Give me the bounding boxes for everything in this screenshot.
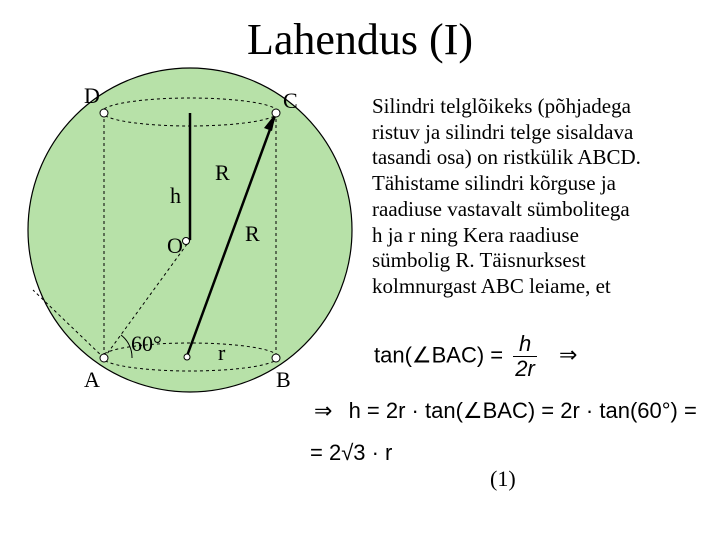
fraction-h-over-2r [513, 332, 537, 381]
point-B [272, 354, 280, 362]
point-O [183, 238, 190, 245]
slide-title: Lahendus (I) [246, 15, 473, 64]
implies-symbol-2: ⇒ [314, 398, 333, 423]
fraction-numerator: h [513, 332, 537, 357]
label-A: A [84, 367, 100, 392]
label-O: O [167, 233, 183, 258]
equation-number: (1) [490, 466, 516, 491]
label-R-lower: R [245, 221, 260, 246]
point-bottom-center [184, 354, 190, 360]
label-B: B [276, 367, 291, 392]
label-r: r [218, 340, 226, 365]
label-R-upper: R [215, 160, 230, 185]
label-C: C [283, 88, 298, 113]
implies-symbol: ⇒ [558, 342, 578, 368]
formula-line-1 [374, 332, 577, 381]
label-h: h [170, 183, 181, 208]
point-D [100, 109, 108, 117]
label-angle: 60° [131, 331, 162, 356]
fraction-denominator: 2r [515, 356, 535, 381]
label-D: D [84, 83, 100, 108]
point-A [100, 354, 108, 362]
point-C [272, 109, 280, 117]
explanation-paragraph: Silindri telglõikeks (põhjadega ristuv ja silindri telge sisaldava tasandi osa) on ristkülik ABCD. Tähistame silindri kõrguse ja raadiuse vastavalt sümbolitega h ja r ning Kera raadiuse sümbolig R. Täisnurksest kolmnurgast ABC leiame, et [372, 94, 641, 298]
formula-line-2 [314, 398, 697, 424]
tan-expression: tan(∠BAC) = [374, 342, 504, 368]
formula-line-2-text: h = 2r · tan(∠BAC) = 2r · tan(60°) = [348, 398, 697, 423]
formula-line-3: = 2√3 · r [310, 440, 393, 465]
